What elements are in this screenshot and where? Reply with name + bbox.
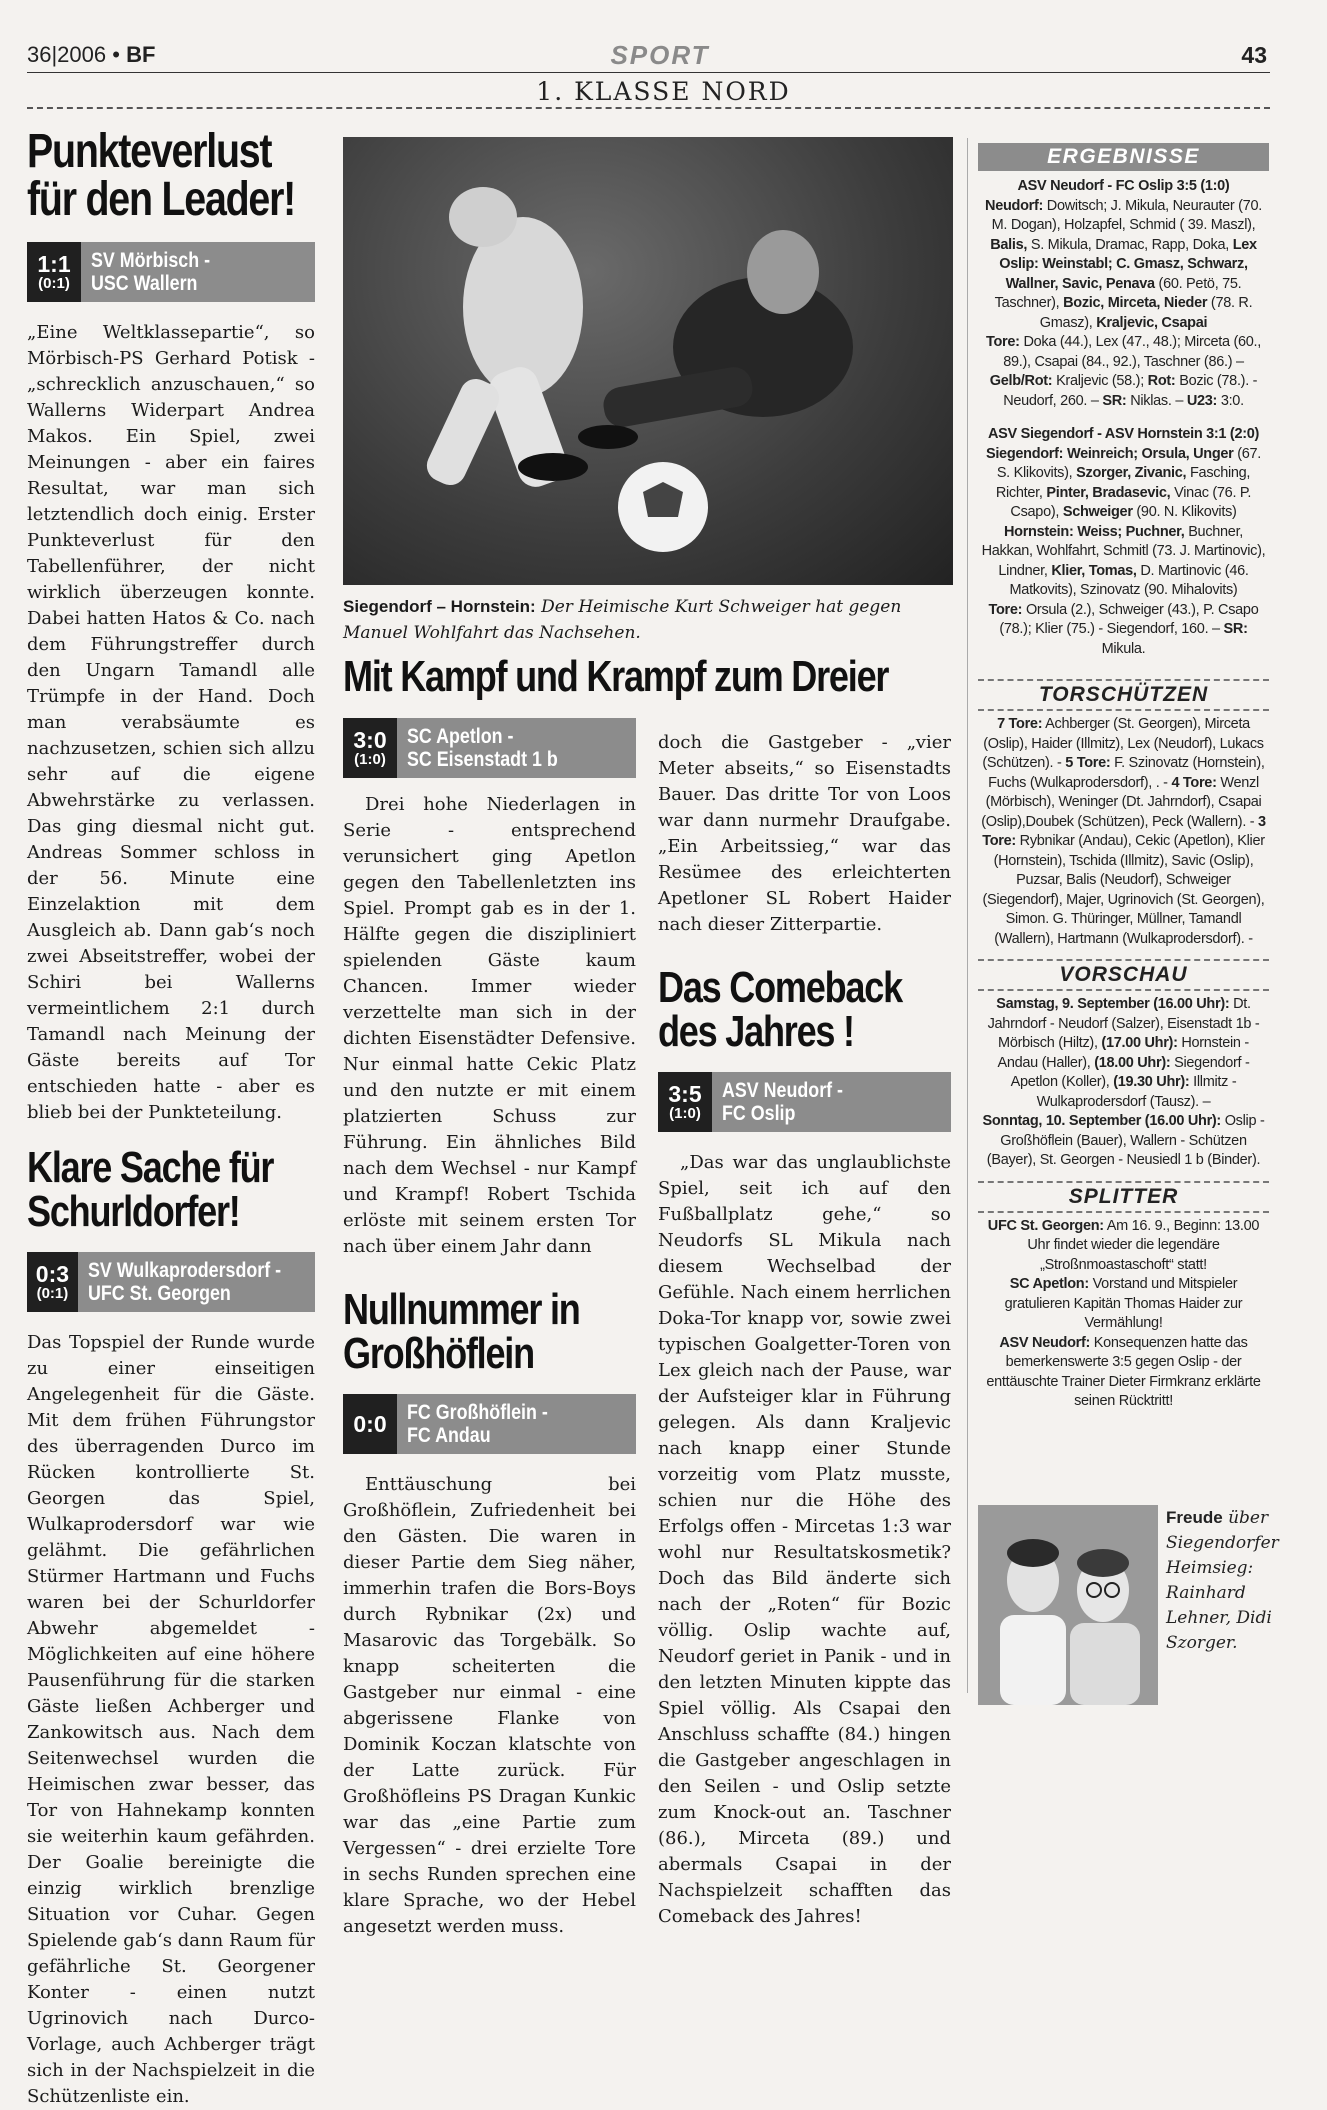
- ergebnisse-heading: ERGEBNISSE: [978, 143, 1269, 171]
- article5-headline: Das Comeback des Jahres !: [658, 963, 902, 1056]
- article1-body: „Eine Weltklassepartie“, so Mörbisch-PS Gerhard Potisk - „schrecklich anzuschauen,“ so Wallerns Widerpart Andrea Makos. Ein Spiel, zwei Meinungen - aber ein faires Resultat, war man sich letztendlich doch einig. Erster Punkteverlust für den Tabellenführer, der nicht wirklich überzeugen konnte. Dabei hatten Hatos & Co. nach dem Führungstreffer durch den Ungarn Tamandl alle Trümpfe in der Hand. Doch man verabsäumte es nachzusetzen, schien sich allzu sehr auf die eigene Abwehrstärke zu verlassen. Das ging diesmal nicht gut. Andreas Sommer schloss in der 56. Minute eine Einzelaktion mit dem Ausgleich ab. Dann gab‘s noch zwei Abseitstreffer, wobei der Schiri bei Wallerns vermeintlichem 2:1 durch Tamandl nach Meinung der Gäste bereits auf Tor entschieden hatte - aber es blieb bei der Punkteteilung.: [27, 322, 315, 1123]
- page-number: 43: [1241, 42, 1267, 68]
- portrait-illustration: [978, 1505, 1158, 1705]
- article3-scorebox: [343, 718, 636, 778]
- article2-scorebox: [27, 1252, 315, 1312]
- score-badge: 0:3 (0:1): [27, 1252, 78, 1312]
- teams-label: FC Großhöflein - FC Andau: [397, 1394, 636, 1454]
- publication-name: BF: [126, 42, 156, 67]
- splitter-list: UFC St. Georgen: Am 16. 9., Beginn: 13.00 Uhr findet wieder die legendäre „Stroßnmoastaschoft“ statt! SC Apetlon: Vorstand und Mitspieler gratulieren Kapitän Thomas Haider zur Vermählung! ASV Neudorf: Konsequenzen hatte das bemerkenswerte 3:5 gegen Oslip - der enttäuschte Trainer Dieter Firmkranz erklärte seinen Rücktritt!: [986, 1217, 1261, 1409]
- article4-body: Enttäuschung bei Großhöflein, Zufriedenheit bei den Gästen. Die waren in dieser Partie dem Sieg näher, immerhin trafen die Bors-Boys durch Rybnikar (2x) und Masarovic das Torgebälk. So knapp scheiterten die Gastgeber nur einmal - eine abgerissene Flanke von Dominik Koczan klatschte von der Latte zurück. Für Großhöfleins PS Dragan Kunkic war das „eine Partie zum Vergessen“ - drei erzielte Tore in sechs Runden sprechen eine klare Sprache, wo der Hebel angesetzt werden muss.: [343, 1474, 636, 1937]
- teams-label: SV Wulkaprodersdorf - UFC St. Georgen: [78, 1252, 315, 1312]
- article1-headline: Punkteverlust für den Leader!: [27, 125, 296, 226]
- article2-headline: Klare Sache für Schurldorfer!: [27, 1143, 274, 1236]
- freude-caption: Freude über Siegendorfer Heimsieg: Rainhard Lehner, Didi Szorger.: [1166, 1508, 1279, 1653]
- score-badge: 1:1 (0:1): [27, 242, 81, 302]
- header-dashed-rule: [27, 107, 1270, 109]
- match1-result: ASV Neudorf - FC Oslip 3:5 (1:0) Neudorf: Dowitsch; J. Mikula, Neurauter (70. M. Dogan), Holzapfel, Schmid ( 39. Maszl), Balis, S. Mikula, Dramac, Rapp, Doka, Lex Oslip: Weinstabl; C. Gmasz, Schwarz, Wallner, Savic, Penava (60. Petö, 75. Taschner), Bozic, Mirceta, Nieder (78. R. Gmasz), Kraljevic, Csapai Tore: Doka (44.), Lex (47., 48.); Mirceta (60., 89.), Csapai (84., 92.), Taschner (86.) – Gelb/Rot: Kraljevic (58.); Rot: Bozic (78.). - Neudorf, 260. – SR: Niklas. – U23: 3:0.: [985, 178, 1262, 409]
- two-men-photo: [978, 1505, 1158, 1705]
- torschuetzen-list: 7 Tore: Achberger (St. Georgen), Mirceta (Oslip), Haider (Illmitz), Lex (Neudorf), Lukacs (Schützen). - 5 Tore: F. Szinovatz (Hornstein), Fuchs (Wulkaprodersdorf), . - 4 Tore: Wenzl (Mörbisch), Weninger (Dt. Jahrndorf), Csapai (Oslip),Doubek (Schützen), Peck (Wallern). - 3 Tore: Rybnikar (Andau), Cekic (Apetlon), Klier (Hornstein), Tschida (Illmitz), Savic (Oslip), Puzsar, Balis (Neudorf), Schweiger (Siegendorf), Majer, Ugrinovich (St. Georgen), Simon. G. Thüringer, Müllner, Tamandl (Wallern), Hartmann (Wulkaprodersdorf). -: [981, 716, 1266, 947]
- match-photo: [343, 137, 953, 585]
- sidebar: [978, 143, 1269, 1412]
- column-2: [343, 718, 636, 1940]
- article5-scorebox: [658, 1072, 951, 1132]
- freude-box: [978, 1505, 1279, 1705]
- issue-number: 36|2006: [27, 42, 107, 67]
- score-badge: 3:5 (1:0): [658, 1072, 712, 1132]
- torschuetzen-heading: TORSCHÜTZEN: [978, 679, 1269, 711]
- article4-scorebox: [343, 1394, 636, 1454]
- article3-body-part2: doch die Gastgeber - „vier Meter abseits,“ so Eisenstadts Bauer. Das dritte Tor von Loos war dann nurmehr Draufgabe. „Ein Arbeitssieg,“ war das Resümee des erleichterten Apetloner SL Robert Haider nach dieser Zitterpartie.: [658, 732, 951, 935]
- teams-label: SV Mörbisch - USC Wallern: [81, 242, 315, 302]
- section-name: SPORT: [610, 40, 710, 70]
- article5-body: „Das war das unglaublichste Spiel, seit ich auf den Fußballplatz gehe,“ so Neudorfs SL Mikula nach diesem Wechselbad der Gefühle. Nach einem herrlichen Doka-Tor knapp vor, sowie zwei typischen Goalgetter-Toren von Lex gleich nach der Pause, war der Aufsteiger klar in Führung gelegen. Als dann Kraljevic nach knapp einer Stunde vorzeitig vom Platz musste, schien nur die Höhe des Erfolgs offen - Mircetas 1:3 war wohl nur Resultatskosmetik? Doch das Bild änderte sich nach der „Roten“ für Bozic völlig. Oslip wachte auf, Neudorf geriet in Panik - und in den letzten Minuten kippte das Spiel völlig. Als Csapai den Anschluss schaffte (84.) hingen die Gastgeber angeschlagen in den Seilen - und Oslip setzte zum Knock-out an. Taschner (86.), Mirceta (89.) und abermals Csapai in der Nachspielzeit schafften das Comeback des Jahres!: [658, 1152, 951, 1927]
- league-title: 1. KLASSE NORD: [0, 77, 1327, 106]
- score-badge: 3:0 (1:0): [343, 718, 397, 778]
- teams-label: SC Apetlon - SC Eisenstadt 1 b: [397, 718, 636, 778]
- column-1: [27, 125, 315, 2110]
- match2-result: ASV Siegendorf - ASV Hornstein 3:1 (2:0) Siegendorf: Weinreich; Orsula, Unger (67. S. Klikovits), Szorger, Zivanic, Fasching, Richter, Pinter, Bradasevic, Vinac (76. P. Csapo), Schweiger (90. N. Klikovits) Hornstein: Weiss; Puchner, Buchner, Hakkan, Wohlfahrt, Schmitl (73. J. Martinovic), Lindner, Klier, Tomas, D. Martinovic (46. Matkovits), Szinovatz (90. Mihalovits) Tore: Orsula (2.), Schweiger (43.), P. Csapo (78.); Klier (75.) - Siegendorf, 160. – SR: Mikula.: [981, 426, 1266, 657]
- issue-line: 36|2006 • BF: [27, 42, 156, 67]
- header-rule: [27, 72, 1270, 73]
- vorschau-list: Samstag, 9. September (16.00 Uhr): Dt. Jahrndorf - Neudorf (Salzer), Eisenstadt 1b - Mörbisch (Hiltz), (17.00 Uhr): Hornstein - Andau (Haller), (18.00 Uhr): Siegendorf - Apetlon (Koller), (19.30 Uhr): Illmitz - Wulkaprodersdorf (Tausz). – Sonntag, 10. September (16.00 Uhr): Oslip - Großhöflein (Bauer), Wallern - Schützen (Bayer), St. Georgen - Neusiedl 1 b (Binder).: [982, 996, 1265, 1168]
- article2-body: Das Topspiel der Runde wurde zu einer einseitigen Angelegenheit für die Gäste. Mit dem frühen Führungstor des überragenden Durco im Rücken kontrollierte St. Georgen das Spiel, Wulkaprodersdorf war wie gelähmt. Die gefährlichen Stürmer Hartmann und Fuchs waren bei der Schurldorfer Abwehr abgemeldet - Möglichkeiten auf eine höhere Pausenführung für die starken Gäste ließen Achberger und Zankowitsch aus. Nach dem Seitenwechsel wurden die Heimischen zwar besser, das Tor von Hahnekamp konnten sie weiterhin kaum gefährden. Der Goalie bereinigte die einzig wirklich brenzlige Situation vor Cuhar. Gegen Spielende gab‘s dann Raum für gefährliche St. Georgener Konter - einen nutzt Ugrinovich nach Durco-Vorlage, auch Achberger trägt sich in der Nachspielzeit in die Schützenliste ein.: [27, 1332, 315, 2107]
- article3-headline: Mit Kampf und Krampf zum Dreier: [343, 652, 889, 701]
- splitter-heading: SPLITTER: [978, 1181, 1269, 1213]
- photo-caption: Siegendorf – Hornstein: Der Heimische Kurt Schweiger hat gegen Manuel Wohlfahrt das Nachsehen.: [343, 597, 902, 643]
- article3-header: [343, 652, 963, 701]
- score-badge: 0:0: [343, 1394, 397, 1454]
- column-3: [658, 730, 951, 1930]
- article3-body-part1: Drei hohe Niederlagen in Serie - entsprechend verunsichert ging Apetlon gegen den Tabellenletzten ins Spiel. Prompt gab es in der 1. Hälfte gegen die diszipliniert spielenden Gäste kaum Chancen. Immer wieder verzettelte man sich in der dichten Eisenstädter Defensive. Nur einmal hatte Cekic Platz und den nutzte er mit einem platzierten Schuss zur Führung. Ein ähnliches Bild nach dem Wechsel - nur Kampf und Krampf! Robert Tschida erlöste mit seinem ersten Tor nach über einem Jahr dann: [343, 794, 636, 1257]
- football-players-illustration: [343, 137, 953, 585]
- article4-headline: Nullnummer in Großhöflein: [343, 1285, 580, 1378]
- vorschau-heading: VORSCHAU: [978, 959, 1269, 991]
- article1-scorebox: [27, 242, 315, 302]
- teams-label: ASV Neudorf - FC Oslip: [712, 1072, 951, 1132]
